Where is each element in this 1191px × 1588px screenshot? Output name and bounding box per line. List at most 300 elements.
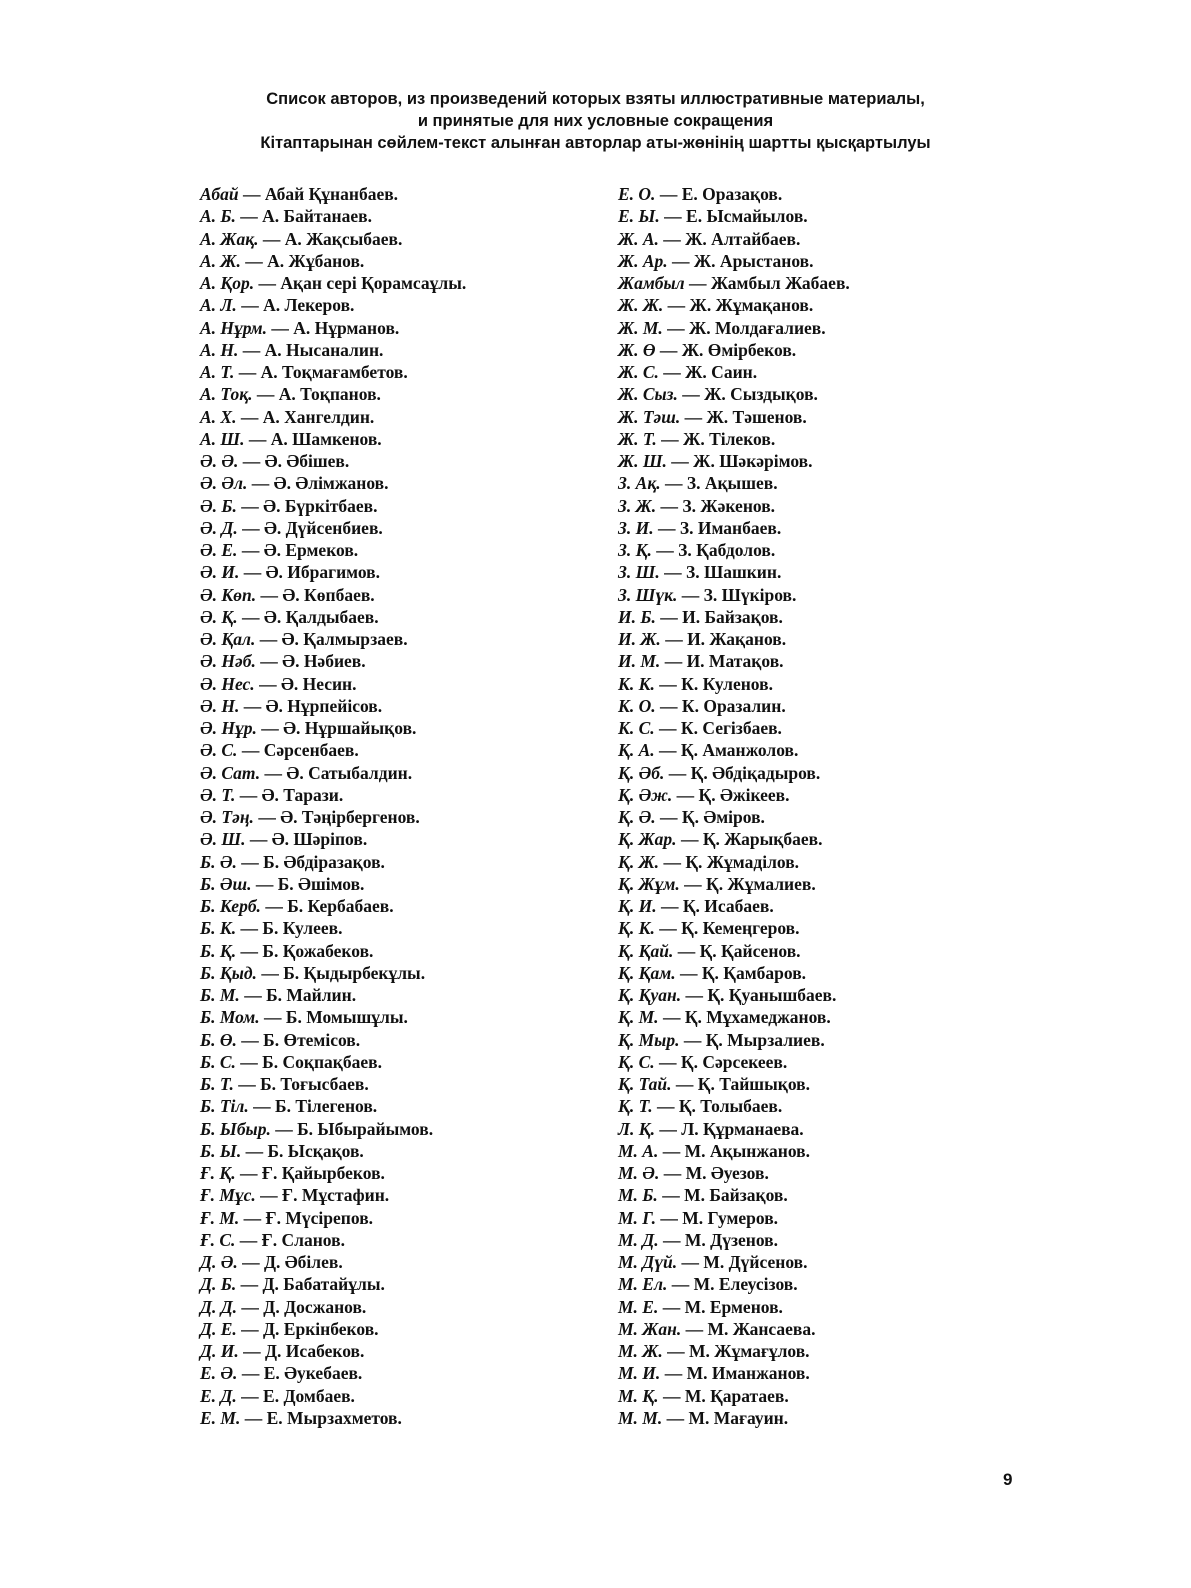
dash-separator: — [256, 962, 284, 983]
author-entry [618, 828, 850, 850]
dash-separator: — [260, 762, 287, 783]
dash-separator: — [235, 1163, 262, 1183]
author-entry [618, 1251, 850, 1273]
dash-separator: — [677, 1252, 704, 1272]
author-entry [200, 272, 466, 294]
author-full-name: З. Қабдолов. [678, 540, 776, 560]
author-full-name: Қ. Әміров. [681, 807, 765, 827]
author-full-name: Б. Қыдырбекұлы. [283, 962, 426, 983]
dash-separator: — [233, 1074, 261, 1094]
author-entry [200, 1006, 466, 1028]
author-full-name: Б. Майлин. [266, 985, 357, 1005]
author-entry [618, 472, 850, 494]
author-full-name: Д. Исабеков. [264, 1341, 365, 1361]
author-abbreviation: К. О. [618, 695, 656, 716]
author-entry [618, 1073, 850, 1095]
dash-separator: — [236, 918, 263, 939]
author-full-name: М. Мағауин. [688, 1407, 789, 1428]
author-entry [618, 205, 850, 227]
dash-separator: — [236, 1274, 263, 1295]
dash-separator: — [666, 451, 694, 471]
author-entry [618, 1051, 850, 1073]
author-entry [200, 1073, 466, 1095]
dash-separator: — [239, 985, 267, 1005]
dash-separator: — [256, 584, 283, 605]
author-entry [200, 873, 466, 895]
author-full-name: Б. Қожабеков. [262, 940, 374, 961]
author-full-name: Б. Кулеев. [262, 918, 343, 939]
dash-separator: — [664, 762, 691, 783]
dash-separator: — [654, 1051, 681, 1072]
author-full-name: М. Қаратаев. [684, 1385, 789, 1406]
author-entry [200, 584, 466, 606]
author-full-name: Ғ. Сланов. [261, 1229, 345, 1250]
dash-separator: — [237, 606, 264, 627]
author-abbreviation: Ә. Ә. [200, 451, 239, 471]
author-full-name: Қ. Жарықбаев. [702, 829, 823, 850]
author-entry [200, 1095, 466, 1117]
dash-separator: — [236, 295, 264, 316]
author-entry [200, 917, 466, 939]
dash-separator: — [238, 339, 265, 360]
dash-separator: — [252, 384, 279, 405]
author-abbreviation: Ә. Қал. [200, 629, 256, 649]
author-full-name: Қ. Аманжолов. [680, 740, 799, 761]
author-full-name: Е. Домбаев. [263, 1385, 355, 1406]
author-full-name: Қ. Қамбаров. [701, 962, 807, 983]
dash-separator: — [236, 940, 263, 961]
dash-separator: — [240, 250, 268, 271]
author-entry [618, 1207, 850, 1229]
author-full-name: Ә. Қалмырзаев. [281, 629, 408, 649]
dash-separator: — [667, 250, 694, 271]
author-full-name: Д. Бабатайұлы. [262, 1274, 385, 1295]
author-full-name: Е. Ысмайылов. [686, 206, 808, 227]
author-full-name: А. Лекеров. [263, 295, 355, 316]
author-full-name: З. Жәкенов. [682, 495, 776, 516]
author-full-name: Д. Досжанов. [263, 1296, 367, 1317]
dash-separator: — [654, 718, 681, 738]
dash-separator: — [656, 428, 684, 449]
dash-separator: — [680, 406, 707, 427]
dash-separator: — [253, 807, 281, 827]
dash-separator: — [681, 1318, 708, 1339]
dash-separator: — [659, 851, 686, 872]
dash-separator: — [655, 1207, 683, 1228]
author-abbreviation: Абай [200, 184, 239, 204]
author-abbreviation: А. Нұрм. [200, 317, 268, 338]
author-entry [200, 1318, 466, 1340]
author-full-name: И. Матақов. [686, 651, 784, 672]
author-abbreviation: М. Д. [618, 1229, 659, 1250]
author-abbreviation: Ә. Д. [200, 517, 238, 538]
dash-separator: — [652, 1096, 679, 1117]
author-entry [200, 495, 466, 517]
author-full-name: М. Ерменов. [684, 1296, 783, 1317]
author-abbreviation: Жамбыл [618, 273, 685, 293]
author-abbreviation: Ә. И. [200, 562, 240, 583]
author-full-name: М. Әуезов. [685, 1163, 769, 1183]
author-abbreviation: А. Б. [200, 206, 236, 227]
dash-separator: — [256, 718, 284, 738]
author-entry [200, 1251, 466, 1273]
author-abbreviation: Ғ. М. [200, 1207, 240, 1228]
author-abbreviation: Қ. С. [618, 1051, 655, 1072]
author-abbreviation: М. И. [618, 1363, 661, 1384]
author-full-name: Қ. Исабаев. [682, 896, 774, 916]
author-entry [200, 228, 466, 250]
author-entry [618, 294, 850, 316]
author-entry [618, 762, 850, 784]
dash-separator: — [681, 985, 708, 1005]
dash-separator: — [235, 784, 262, 805]
author-full-name: Қ. Сәрсекеев. [680, 1051, 788, 1072]
author-full-name: З. Шүкіров. [703, 584, 797, 605]
author-full-name: Қ. Әбдіқадыров. [690, 762, 821, 783]
author-full-name: Ж. Молдағалиев. [689, 317, 826, 338]
author-abbreviation: А. Жақ. [200, 228, 259, 249]
author-entry [618, 495, 850, 517]
author-abbreviation: Ж. Ж. [618, 295, 664, 316]
dash-separator: — [238, 451, 265, 471]
author-full-name: М. Иманжанов. [686, 1363, 810, 1384]
author-entry [200, 606, 466, 628]
dash-separator: — [658, 228, 686, 249]
author-entry [618, 1273, 850, 1295]
author-entry [200, 1118, 466, 1140]
author-abbreviation: Ж. М. [618, 317, 663, 338]
author-abbreviation: З. Ақ. [618, 473, 661, 494]
author-abbreviation: Е. Д. [200, 1385, 237, 1406]
author-entry [200, 294, 466, 316]
author-entry [618, 962, 850, 984]
dash-separator: — [660, 651, 687, 672]
author-full-name: Ә. Шәріпов. [271, 829, 368, 850]
dash-separator: — [238, 184, 265, 204]
dash-separator: — [235, 1051, 263, 1072]
author-full-name: Ә. Нұршайықов. [283, 718, 417, 738]
author-abbreviation: А. Х. [200, 406, 237, 427]
author-entry [618, 1318, 850, 1340]
author-full-name: Ж. Өмірбеков. [681, 339, 797, 360]
author-full-name: Ғ. Қайырбеков. [261, 1163, 385, 1183]
author-abbreviation: Ә. С. [200, 740, 238, 761]
author-full-name: Қ. Толыбаев. [678, 1096, 783, 1117]
author-entry [200, 539, 466, 561]
dash-separator: — [245, 829, 272, 850]
author-abbreviation: Л. Қ. [618, 1118, 655, 1139]
author-full-name: Ж. Жұмақанов. [689, 295, 814, 316]
dash-separator: — [676, 829, 703, 850]
dash-separator: — [239, 695, 266, 716]
dash-separator: — [656, 896, 683, 916]
author-entry [618, 1140, 850, 1162]
author-full-name: М. Байзақов. [684, 1185, 788, 1206]
dash-separator: — [235, 1229, 262, 1250]
page-header [0, 88, 1191, 154]
author-entry [618, 450, 850, 472]
author-full-name: Б. Әшімов. [277, 873, 365, 894]
author-entry [618, 606, 850, 628]
author-entry [618, 1006, 850, 1028]
author-entry [618, 984, 850, 1006]
author-full-name: А. Нұрманов. [293, 317, 400, 338]
author-abbreviation: Б. Ы. [200, 1140, 242, 1161]
author-abbreviation: Б. К. [200, 918, 237, 939]
author-abbreviation: Б. Ыбыр. [200, 1118, 271, 1139]
author-full-name: Б. Момышұлы. [285, 1007, 408, 1028]
author-entry [200, 673, 466, 695]
author-full-name: Ә. Нәбиев. [282, 651, 366, 672]
dash-separator: — [234, 362, 261, 382]
author-abbreviation: Қ. Қуан. [618, 985, 682, 1005]
author-full-name: Ғ. Мүсірепов. [265, 1207, 374, 1228]
dash-separator: — [254, 273, 281, 293]
author-entry [200, 828, 466, 850]
author-full-name: Ә. Тәңірбергенов. [280, 807, 420, 827]
author-full-name: Қ. Мұхамеджанов. [684, 1007, 831, 1028]
header-title-kazakh: Кітаптарынан сөйлем-текст алынған авторлар аты-жөнінің шартты қысқартылуы [260, 134, 931, 152]
author-entry [618, 851, 850, 873]
dash-separator: — [267, 317, 294, 338]
author-entry [618, 584, 850, 606]
author-full-name: Қ. Жұмалиев. [706, 873, 816, 894]
author-abbreviation: Ә. Ш. [200, 829, 246, 850]
dash-separator: — [659, 562, 686, 583]
author-abbreviation: Ғ. Мұс. [200, 1185, 256, 1206]
dash-separator: — [236, 406, 263, 427]
author-entry [200, 1184, 466, 1206]
author-entry [200, 806, 466, 828]
author-abbreviation: Б. Қ. [200, 940, 237, 961]
author-abbreviation: Ж. С. [618, 362, 659, 382]
author-full-name: Ә. Несин. [280, 673, 357, 694]
author-abbreviation: Қ. Қай. [618, 940, 674, 961]
author-full-name: Е. Мырзахметов. [266, 1407, 402, 1428]
author-abbreviation: Қ. Әб. [618, 762, 665, 783]
dash-separator: — [656, 495, 683, 516]
author-entry [200, 628, 466, 650]
author-full-name: М. Дүзенов. [684, 1229, 778, 1250]
author-abbreviation: Қ. Ж. [618, 851, 660, 872]
author-full-name: Ж. Арыстанов. [693, 250, 814, 271]
author-entry [200, 1051, 466, 1073]
author-full-name: И. Жақанов. [687, 629, 787, 649]
author-entry [618, 1118, 850, 1140]
author-full-name: Қ. Жұмаділов. [685, 851, 800, 872]
dash-separator: — [660, 1363, 687, 1384]
author-full-name: Қ. Әжікеев. [698, 784, 790, 805]
author-full-name: Ә. Дүйсенбиев. [263, 517, 383, 538]
author-abbreviation: Е. Ы. [618, 206, 660, 227]
author-abbreviation: Б. Ә. [200, 851, 237, 872]
author-entry [618, 228, 850, 250]
author-abbreviation: Ә. Б. [200, 495, 237, 516]
author-full-name: Ә. Көпбаев. [282, 584, 375, 605]
author-entry [618, 361, 850, 383]
dash-separator: — [237, 517, 264, 538]
dash-separator: — [248, 1096, 276, 1117]
author-abbreviation: Қ. И. [618, 896, 657, 916]
author-entry [200, 383, 466, 405]
author-abbreviation: Қ. Тай. [618, 1074, 672, 1094]
author-full-name: К. Оразалин. [681, 695, 786, 716]
author-abbreviation: М. А. [618, 1140, 659, 1161]
author-entry [200, 1296, 466, 1318]
author-full-name: Қ. Мырзалиев. [705, 1029, 825, 1050]
author-abbreviation: М. Ж. [618, 1341, 663, 1361]
author-entry [618, 1362, 850, 1384]
author-abbreviation: Қ. М. [618, 1007, 659, 1028]
author-entry [618, 1340, 850, 1362]
author-entry [200, 1162, 466, 1184]
author-full-name: М. Елеусізов. [693, 1274, 798, 1295]
author-abbreviation: Е. О. [618, 184, 656, 204]
author-entry [618, 539, 850, 561]
author-full-name: Ә. Әбішев. [264, 451, 350, 471]
author-abbreviation: Е. М. [200, 1407, 241, 1428]
author-abbreviation: З. И. [618, 517, 654, 538]
dash-separator: — [236, 1385, 264, 1406]
author-abbreviation: М. Ә. [618, 1163, 660, 1183]
author-entry [200, 317, 466, 339]
author-abbreviation: Б. М. [200, 985, 240, 1005]
author-full-name: Ә. Ермеков. [263, 540, 359, 560]
dash-separator: — [260, 896, 288, 916]
author-entry [618, 673, 850, 695]
author-entry [618, 428, 850, 450]
author-abbreviation: А. Л. [200, 295, 237, 316]
dash-separator: — [239, 1207, 266, 1228]
author-entry [618, 940, 850, 962]
author-entry [200, 1029, 466, 1051]
author-full-name: Б. Ыбырайымов. [297, 1118, 434, 1139]
author-entry [618, 895, 850, 917]
dash-separator: — [658, 1229, 685, 1250]
author-full-name: Ә. Сатыбалдин. [286, 762, 413, 783]
author-full-name: М. Дүйсенов. [703, 1252, 808, 1272]
dash-separator: — [240, 1407, 267, 1428]
author-entry [618, 406, 850, 428]
author-full-name: А. Тоқпанов. [278, 384, 381, 405]
author-entry [618, 1385, 850, 1407]
author-full-name: З. Шашкин. [685, 562, 782, 583]
author-abbreviation: К. С. [618, 718, 655, 738]
author-entry [200, 739, 466, 761]
author-full-name: М. Жансаева. [707, 1318, 816, 1339]
dash-separator: — [655, 606, 683, 627]
author-full-name: Ж. Алтайбаев. [685, 228, 801, 249]
author-entry [618, 739, 850, 761]
dash-separator: — [658, 1007, 685, 1028]
author-full-name: Қ. Қуанышбаев. [707, 985, 837, 1005]
author-abbreviation: Ә. Тәң. [200, 807, 254, 827]
dash-separator: — [655, 807, 682, 827]
author-full-name: Л. Құрманаева. [681, 1118, 804, 1139]
author-entry [200, 183, 466, 205]
author-full-name: Ж. Саин. [685, 362, 758, 382]
author-abbreviation: М. Қ. [618, 1385, 659, 1406]
author-entry [618, 1229, 850, 1251]
author-abbreviation: М. Дүй. [618, 1252, 678, 1272]
dash-separator: — [655, 695, 682, 716]
dash-separator: — [236, 495, 264, 516]
author-abbreviation: Ж. Сыз. [618, 384, 678, 405]
dash-separator: — [671, 1074, 698, 1094]
author-entry [200, 762, 466, 784]
dash-separator: — [237, 1252, 264, 1272]
author-entry [618, 1407, 850, 1429]
author-abbreviation: З. Ш. [618, 562, 660, 583]
author-abbreviation: Қ. Әж. [618, 784, 673, 805]
author-abbreviation: Ж. А. [618, 228, 659, 249]
dash-separator: — [237, 740, 264, 761]
author-full-name: Д. Әбілев. [263, 1252, 343, 1272]
dash-separator: — [236, 1029, 264, 1050]
author-entry [200, 895, 466, 917]
author-full-name: Б. Әбдіразақов. [263, 851, 385, 872]
dash-separator: — [255, 629, 282, 649]
author-abbreviation: А. Ж. [200, 250, 241, 271]
author-entry [200, 1140, 466, 1162]
dash-separator: — [654, 673, 682, 694]
author-entry [200, 650, 466, 672]
author-abbreviation: Б. Керб. [200, 896, 261, 916]
author-abbreviation: К. К. [618, 673, 655, 694]
dash-separator: — [235, 206, 263, 227]
author-abbreviation: Б. Мом. [200, 1007, 260, 1028]
author-abbreviation: З. Ж. [618, 495, 657, 516]
author-entry [618, 806, 850, 828]
author-abbreviation: Қ. Жұм. [618, 873, 680, 894]
author-abbreviation: М. Б. [618, 1185, 658, 1206]
author-full-name: Е. Оразақов. [681, 184, 783, 204]
author-full-name: З. Иманбаев. [679, 517, 782, 538]
dash-separator: — [258, 228, 285, 249]
dash-separator: — [662, 1341, 689, 1361]
dash-separator: — [667, 1274, 694, 1295]
author-abbreviation: Ғ. С. [200, 1229, 236, 1250]
author-entry [200, 450, 466, 472]
author-full-name: А. Шамкенов. [270, 428, 382, 449]
author-entry [618, 650, 850, 672]
author-entry [200, 1362, 466, 1384]
dash-separator: — [658, 1140, 685, 1161]
author-full-name: К. Сегізбаев. [680, 718, 782, 738]
author-abbreviation: З. Шүк. [618, 584, 678, 605]
dash-separator: — [239, 562, 266, 583]
author-full-name: Ж. Сыздықов. [704, 384, 818, 405]
author-full-name: А. Нысаналин. [264, 339, 384, 360]
author-abbreviation: Ә. Нұр. [200, 718, 257, 738]
dash-separator: — [247, 473, 274, 494]
author-abbreviation: М. Жан. [618, 1318, 682, 1339]
author-abbreviation: Ж. Тәш. [618, 406, 681, 427]
author-abbreviation: А. Н. [200, 339, 239, 360]
author-abbreviation: Б. Әш. [200, 873, 252, 894]
author-entry [618, 717, 850, 739]
dash-separator: — [660, 473, 687, 494]
author-full-name: Ә. Ибрагимов. [265, 562, 381, 583]
author-full-name: Б. Ысқақов. [267, 1140, 364, 1161]
author-entry [200, 962, 466, 984]
author-full-name: Ақан сері Қорамсаұлы. [280, 273, 467, 293]
author-abbreviation: М. Ел. [618, 1274, 668, 1295]
author-abbreviation: Ә. Әл. [200, 473, 248, 494]
author-full-name: Б. Тоғысбаев. [260, 1074, 369, 1094]
author-abbreviation: М. Е. [618, 1296, 659, 1317]
author-entry [200, 1340, 466, 1362]
